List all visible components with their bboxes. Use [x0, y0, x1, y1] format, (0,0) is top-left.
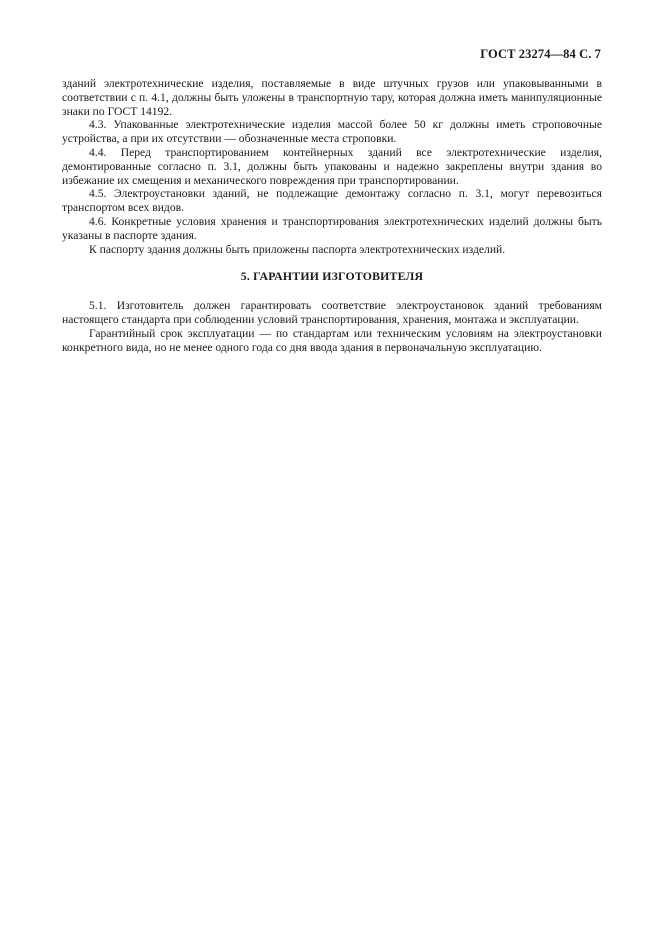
- page-header: ГОСТ 23274—84 С. 7: [480, 47, 601, 61]
- paragraph-4-5: 4.5. Электроустановки зданий, не подлежащие демонтажу согласно п. 3.1, могут перевозиться транспортом всех видов.: [62, 187, 602, 215]
- paragraph-warranty-period: Гарантийный срок эксплуатации — по стандартам или техническим условиям на электроустановки конкретного вида, но не менее одного года со дня ввода здания в первоначальную эксплуатацию.: [62, 326, 602, 354]
- paragraph-4-6: 4.6. Конкретные условия хранения и транспортирования электротехнических изделий должны быть указаны в паспорте здания.: [62, 214, 602, 242]
- paragraph-4-3: 4.3. Упакованные электротехнические изделия массой более 50 кг должны иметь строповочные устройства, а при их отсутствии — обозначенные места строповки.: [62, 118, 602, 146]
- section-title: 5. ГАРАНТИИ ИЗГОТОВИТЕЛЯ: [240, 269, 424, 284]
- paragraph-5-1: 5.1. Изготовитель должен гарантировать соответствие электроустановок зданий требованиям настоящего стандарта при соблюдении условий транспортирования, хранения, монтажа и эксплуатации.: [62, 299, 602, 326]
- document-body: [62, 77, 602, 354]
- paragraph-4-4: 4.4. Перед транспортированием контейнерных зданий все электротехнические изделия, демонтированные согласно п. 3.1, должны быть упакованы и надежно закреплены внутри здания во избежание их смещения и механического повреждения при транспортировании.: [62, 145, 602, 187]
- paragraph-4-2-continuation: зданий электротехнические изделия, поставляемые в виде штучных грузов или упаковыванными в соответствии с п. 4.1, должны быть уложены в транспортную тару, которая должна иметь манипуляционные знаки по ГОСТ 14192.: [62, 77, 602, 118]
- paragraph-passport-note: К паспорту здания должны быть приложены паспорта электротехнических изделий.: [89, 242, 506, 256]
